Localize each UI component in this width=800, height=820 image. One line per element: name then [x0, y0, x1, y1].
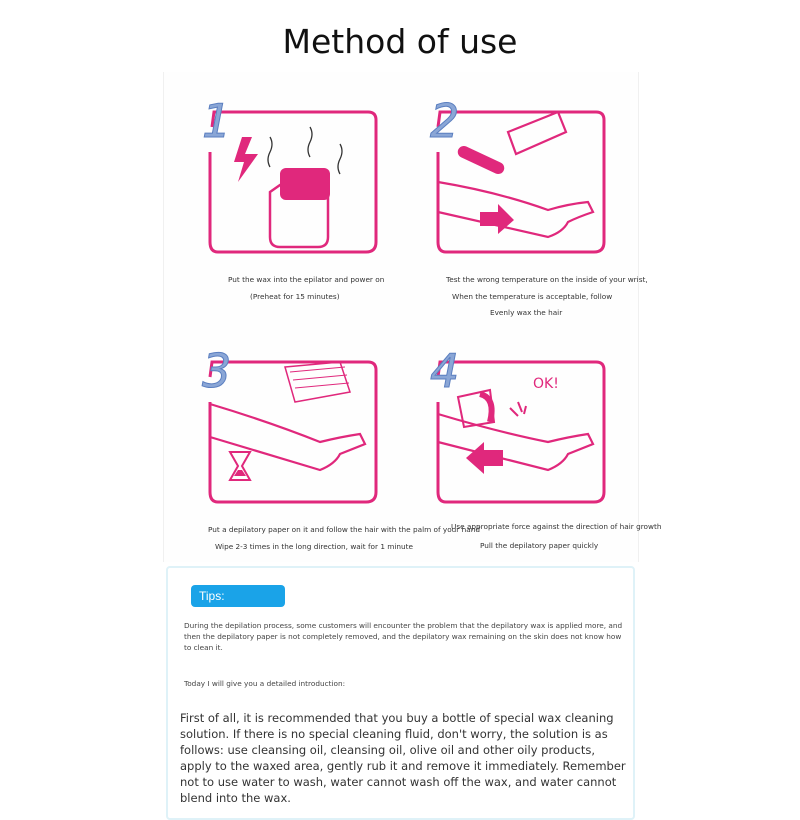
- right-arrow-icon: [480, 204, 514, 234]
- tips-paragraph-1: During the depilation process, some customers will encounter the problem that the depilatory wax is applied more, and then the depilatory paper is not completely removed, and the depilatory wax remaining on the skin does not know how to clean it.: [184, 621, 623, 652]
- step-1: [200, 92, 390, 262]
- step-4-number: 4: [430, 344, 460, 398]
- step-3-caption-line-1: Put a depilatory paper on it and follow the hair with the palm of your hand: [208, 525, 480, 534]
- left-arrow-icon: [466, 442, 503, 474]
- tips-label: Tips:: [191, 585, 285, 607]
- step-3: [200, 342, 390, 512]
- step-2-caption-line-3: Evenly wax the hair: [490, 308, 563, 317]
- step-1-caption-line-1: Put the wax into the epilator and power on: [228, 275, 385, 284]
- tips-box: [166, 566, 635, 820]
- action-lines-icon: [510, 402, 526, 416]
- paper-stack-icon: [285, 362, 350, 402]
- power-icon: [234, 137, 258, 182]
- wax-strip-icon: [456, 144, 506, 176]
- arm-icon: [438, 182, 593, 237]
- wax-can-icon: [280, 168, 330, 200]
- step-1-illustration: [200, 92, 390, 262]
- step-2-illustration: [428, 92, 618, 262]
- step-3-illustration: [200, 342, 390, 512]
- step-3-caption-line-2: Wipe 2-3 times in the long direction, wait for 1 minute: [215, 542, 414, 551]
- ok-label: OK!: [533, 376, 559, 392]
- step-2-caption-line-2: When the temperature is acceptable, follow: [452, 292, 613, 301]
- applicator-icon: [508, 112, 566, 154]
- step-4-caption-line-1: Use appropriate force against the direction of hair growth: [451, 522, 662, 531]
- step-2-number: 2: [430, 94, 460, 148]
- arm-icon: [438, 414, 593, 470]
- step-3-number: 3: [202, 344, 232, 398]
- page-title: Method of use: [282, 22, 518, 61]
- step-2-caption-line-1: Test the wrong temperature on the inside of your wrist,: [446, 275, 648, 284]
- tips-paragraph-2: Today I will give you a detailed introduction:: [184, 679, 346, 688]
- step-2: [428, 92, 618, 262]
- step-4-illustration: [428, 342, 618, 512]
- step-4-caption-line-2: Pull the depilatory paper quickly: [480, 541, 599, 550]
- step-1-number: 1: [202, 94, 232, 148]
- arm-icon: [210, 404, 365, 470]
- step-4: [428, 342, 618, 512]
- step-1-caption-line-2: (Preheat for 15 minutes): [250, 292, 340, 301]
- tips-paragraph-3: First of all, it is recommended that you buy a bottle of special wax cleaning solution. If there is no special cleaning fluid, don't worry, the solution is as follows: use cleansing oil, cleansing oil, olive oil and other oily products, apply to the waxed area, gently rub it and remove it immediately. Remember not to use water to wash, water cannot wash off the wax, and water cannot blend into the wax.: [180, 711, 626, 805]
